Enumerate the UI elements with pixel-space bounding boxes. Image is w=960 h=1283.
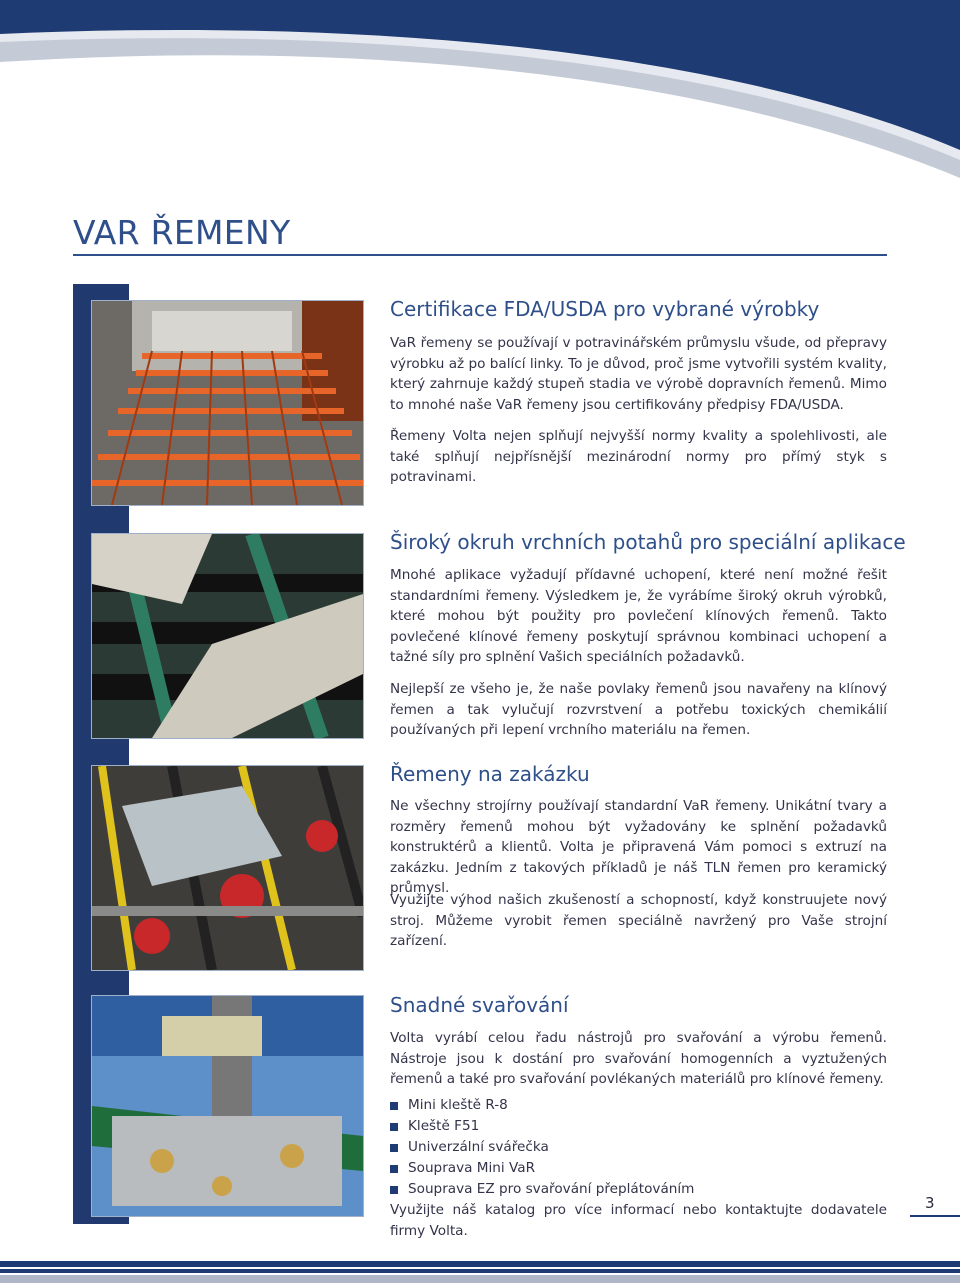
square-bullet-icon xyxy=(390,1102,398,1110)
section-paragraph: VaR řemeny se používají v potravinářském průmyslu všude, od přepravy výrobku až po balící linky. To je důvod, proč jsme vytvořili systém kvality, který zahrnuje každý stupeň stadia ve výrobě dopravních řemenů. Mimo to mnohé naše VaR řemeny jsou certifikovány předpisy FDA/USDA. xyxy=(390,335,887,413)
square-bullet-icon xyxy=(390,1123,398,1131)
square-bullet-icon xyxy=(390,1165,398,1173)
section-heading-welding: Snadné svařování xyxy=(390,993,569,1017)
photo-coated-belts xyxy=(91,533,364,739)
section-heading-certification: Certifikace FDA/USDA pro vybrané výrobky xyxy=(390,297,820,321)
list-item: Souprava Mini VaR xyxy=(390,1158,694,1179)
section-paragraph: Nejlepší ze všeho je, že naše povlaky řemenů jsou navařeny na klínový řemen a tak vylučují rozvrstvení a potřebu toxických chemikálií používaných při lepení vrchního materiálu na řemen. xyxy=(390,681,887,739)
footer-bar xyxy=(0,1269,960,1273)
photo-conveyor-belt xyxy=(91,300,364,506)
footer-bar xyxy=(0,1261,960,1267)
square-bullet-icon xyxy=(390,1144,398,1152)
section-paragraph: Využijte výhod našich zkušeností a schopností, když konstruujete nový stroj. Můžeme vyrobit řemen speciálně navržený pro Vaše strojní zařízení. xyxy=(390,892,887,950)
header-swoosh xyxy=(0,0,960,190)
square-bullet-icon xyxy=(390,1186,398,1194)
section-paragraph: Volta vyrábí celou řadu nástrojů pro svařování a výrobu řemenů. Nástroje jsou k dostání pro svařování homogenních a vyztužených řemenů a také pro svařování povlékaných materiálů pro klínové řemeny. xyxy=(390,1030,887,1088)
section-paragraph: Řemeny Volta nejen splňují nejvyšší normy kvality a spolehlivosti, ale také splňují nejpřísnější mezinárodní normy pro přímý styk s potravinami. xyxy=(390,428,887,486)
title-rule xyxy=(73,254,887,256)
page-number: 3 xyxy=(925,1194,935,1212)
list-item: Souprava EZ pro svařování přeplátováním xyxy=(390,1179,694,1200)
footer-bar xyxy=(0,1275,960,1283)
page-title: VAR ŘEMENY xyxy=(73,213,291,252)
photo-ceramic-line xyxy=(91,765,364,971)
section-paragraph: Mnohé aplikace vyžadují přídavné uchopení, které není možné řešit standardními řemeny. Výsledkem je, že vyrábíme široký okruh výrobků, které mohou být použity pro povlečení klínových řemenů. Takto povlečené klínové řemeny poskytují správnou kombinaci uchopení a tažné síly pro splnění Vašich speciálních požadavků. xyxy=(390,567,887,666)
list-item: Kleště F51 xyxy=(390,1116,694,1137)
photo-welding-tool xyxy=(91,995,364,1217)
section-paragraph: Ne všechny strojírny používají standardní VaR řemeny. Unikátní tvary a rozměry řemenů mohou být vyžadovány ke splnění požadavků konstruktérů a klientů. Volta je připravená Vám pomoci s extruzí na zakázku. Jedním z takových příkladů je náš TLN řemen pro keramický průmysl. xyxy=(390,798,887,897)
page-number-rule xyxy=(910,1215,960,1217)
tool-list xyxy=(390,1095,694,1200)
section-heading-custom-belts: Řemeny na zakázku xyxy=(390,762,590,786)
closing-line: Využijte náš katalog pro více informací nebo kontaktujte dodavatele firmy Volta. xyxy=(390,1202,887,1239)
section-heading-coatings: Široký okruh vrchních potahů pro speciální aplikace xyxy=(390,530,906,554)
list-item: Univerzální svářečka xyxy=(390,1137,694,1158)
list-item: Mini kleště R-8 xyxy=(390,1095,694,1116)
